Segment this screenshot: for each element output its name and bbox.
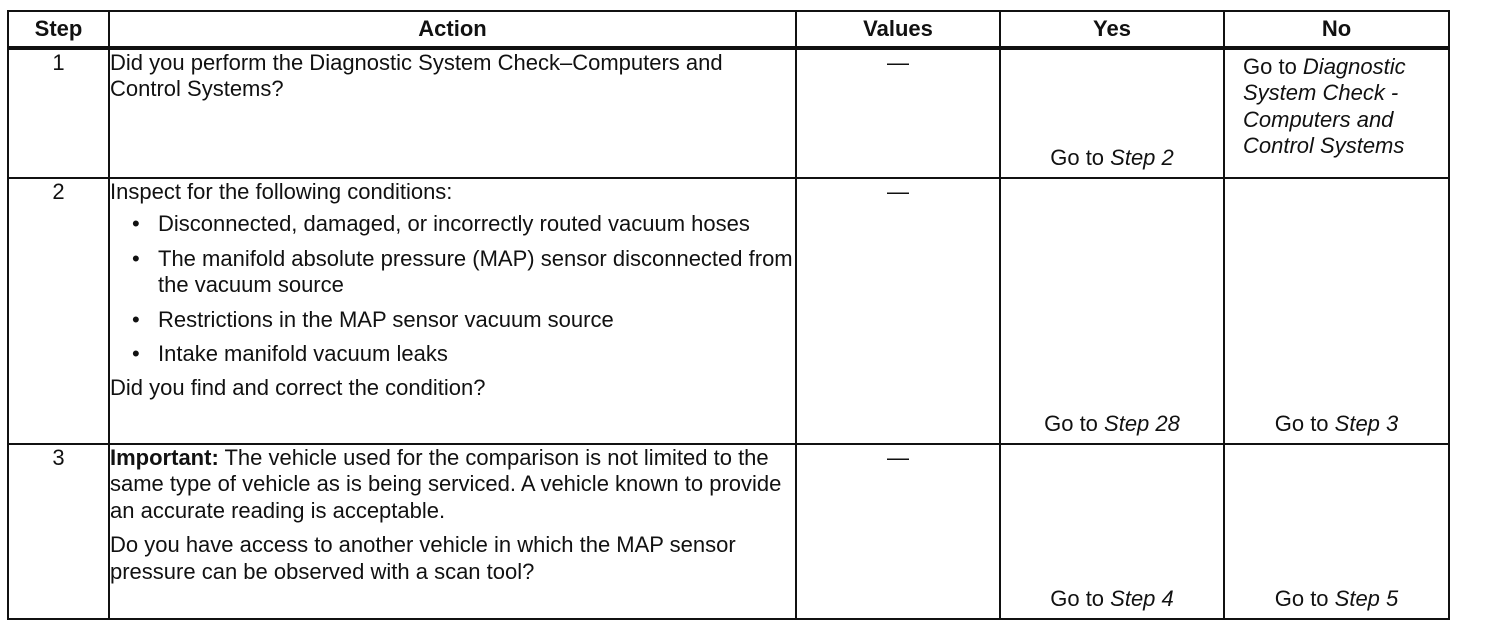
- table-row-step-1: [8, 48, 1449, 178]
- important-label: Important:: [110, 445, 219, 470]
- no-cell: [1224, 178, 1449, 444]
- list-item: [110, 307, 795, 333]
- step-number: 2: [8, 178, 109, 444]
- no-cell: [1224, 444, 1449, 619]
- yes-cell: [1000, 48, 1224, 178]
- yes-prefix: Go to: [1050, 585, 1111, 611]
- no-cell: [1224, 48, 1449, 178]
- no-link[interactable]: Step 3: [1334, 410, 1399, 436]
- header-values: Values: [796, 11, 1000, 48]
- condition-text: Intake manifold vacuum leaks: [158, 340, 448, 366]
- step-number: 1: [8, 48, 109, 178]
- yes-link[interactable]: Step 2: [1110, 144, 1174, 170]
- action-cell: [109, 178, 796, 444]
- yes-goto[interactable]: [1001, 145, 1223, 171]
- action-cell: [109, 48, 796, 178]
- important-note: [110, 445, 795, 524]
- action-question: Did you find and correct the condition?: [110, 375, 486, 401]
- header-row: [8, 11, 1449, 48]
- no-link[interactable]: Diagnostic System Check - Computers and Control Systems: [1243, 54, 1406, 159]
- values-cell: —: [796, 178, 1000, 444]
- bullet-icon: •: [132, 211, 140, 237]
- diagnostic-table: [7, 10, 1450, 620]
- important-text: The vehicle used for the comparison is not limited to the same type of vehicle as is being serviced. A vehicle known to provide an accurate reading is acceptable.: [110, 445, 782, 523]
- no-goto[interactable]: [1225, 411, 1448, 437]
- table-row-step-3: [8, 444, 1449, 619]
- condition-text: The manifold absolute pressure (MAP) sensor disconnected from the vacuum source: [158, 245, 793, 298]
- yes-link[interactable]: Step 28: [1104, 410, 1180, 436]
- values-cell: —: [796, 444, 1000, 619]
- yes-prefix: Go to: [1044, 410, 1105, 436]
- yes-cell: [1000, 444, 1224, 619]
- bullet-icon: •: [132, 306, 140, 332]
- values-cell: —: [796, 48, 1000, 178]
- action-intro: Inspect for the following conditions:: [110, 179, 453, 204]
- no-prefix: Go to: [1243, 54, 1303, 79]
- action-text: Did you perform the Diagnostic System Check–Computers and Control Systems?: [110, 50, 723, 102]
- condition-list: [110, 211, 795, 367]
- condition-text: Restrictions in the MAP sensor vacuum source: [158, 306, 614, 332]
- no-prefix: Go to: [1274, 585, 1335, 611]
- no-goto[interactable]: [1225, 50, 1448, 162]
- list-item: [110, 211, 795, 237]
- bullet-icon: •: [132, 245, 140, 271]
- header-action: Action: [109, 11, 796, 48]
- no-goto[interactable]: [1225, 586, 1448, 612]
- header-step: Step: [8, 11, 109, 48]
- action-cell: [109, 444, 796, 619]
- header-yes: Yes: [1000, 11, 1224, 48]
- list-item: [110, 341, 795, 367]
- yes-goto[interactable]: [1001, 411, 1223, 437]
- yes-prefix: Go to: [1050, 144, 1111, 170]
- no-link[interactable]: Step 5: [1334, 585, 1399, 611]
- action-question: Do you have access to another vehicle in which the MAP sensor pressure can be observed with a scan tool?: [110, 532, 736, 584]
- condition-text: Disconnected, damaged, or incorrectly routed vacuum hoses: [158, 211, 750, 237]
- list-item: [110, 246, 795, 299]
- yes-goto[interactable]: [1001, 586, 1223, 612]
- yes-cell: [1000, 178, 1224, 444]
- table-row-step-2: [8, 178, 1449, 444]
- step-number: 3: [8, 444, 109, 619]
- header-no: No: [1224, 11, 1449, 48]
- yes-link[interactable]: Step 4: [1110, 585, 1174, 611]
- no-prefix: Go to: [1274, 410, 1335, 436]
- bullet-icon: •: [132, 340, 140, 366]
